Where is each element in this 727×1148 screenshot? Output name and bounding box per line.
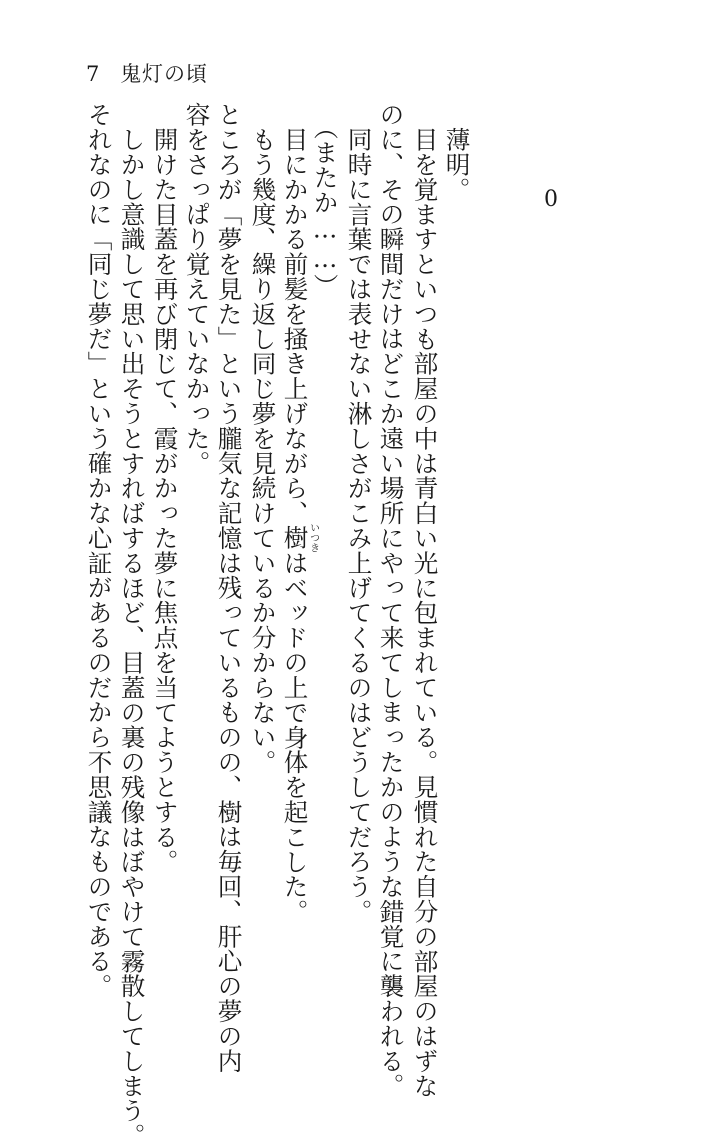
name-ruby: [280, 522, 319, 553]
text-column: もう幾度、繰り返し同じ夢を見続けているか分からない。: [248, 127, 278, 775]
chapter-number: 7: [86, 62, 101, 86]
ruby-reading: いつき: [307, 522, 319, 553]
text-column: それなのに「同じ夢だ」という確かな心証があるのだから不思議なものである。: [84, 102, 114, 999]
text-column: 容をさっぱり覚えていなかった。: [182, 102, 212, 476]
text-column: 同時に言葉では表せない淋しさがこみ上げてくるのはどうしてだろう。: [344, 127, 374, 924]
chapter-title: 鬼灯の頃: [120, 62, 209, 86]
ruby-base: 樹: [280, 522, 310, 553]
text-column: 目を覚ますといつも部屋の中は青白い光に包まれている。見慣れた自分の部屋のはずな: [410, 127, 440, 1099]
text-column: ところが「夢を見た」という朧気な記憶は残っているものの、樹は毎回、肝心の夢の内: [214, 102, 244, 1074]
text-column: しかし意識して思い出そうとすればするほど、目蓋の裏の残像はぼやけて霧散してしまう。: [117, 127, 147, 1148]
column-lead: 目にかかる前髪を掻き上げながら、: [280, 127, 310, 526]
text-column: （またか……）: [310, 115, 340, 299]
text-column: [282, 127, 318, 924]
chapter-header: [86, 58, 208, 88]
text-column: 開けた目蓋を再び閉じて、霞がかった夢に焦点を当てようとする。: [150, 127, 180, 874]
text-column: のに、その瞬間だけはどこか遠い場所にやって来てしまったかのような錯覚に襲われる。: [376, 102, 406, 1098]
column-tail: はベッドの上で身体を起こした。: [280, 550, 310, 924]
section-mark: 0: [544, 187, 558, 212]
text-column: 薄明。: [442, 127, 472, 202]
